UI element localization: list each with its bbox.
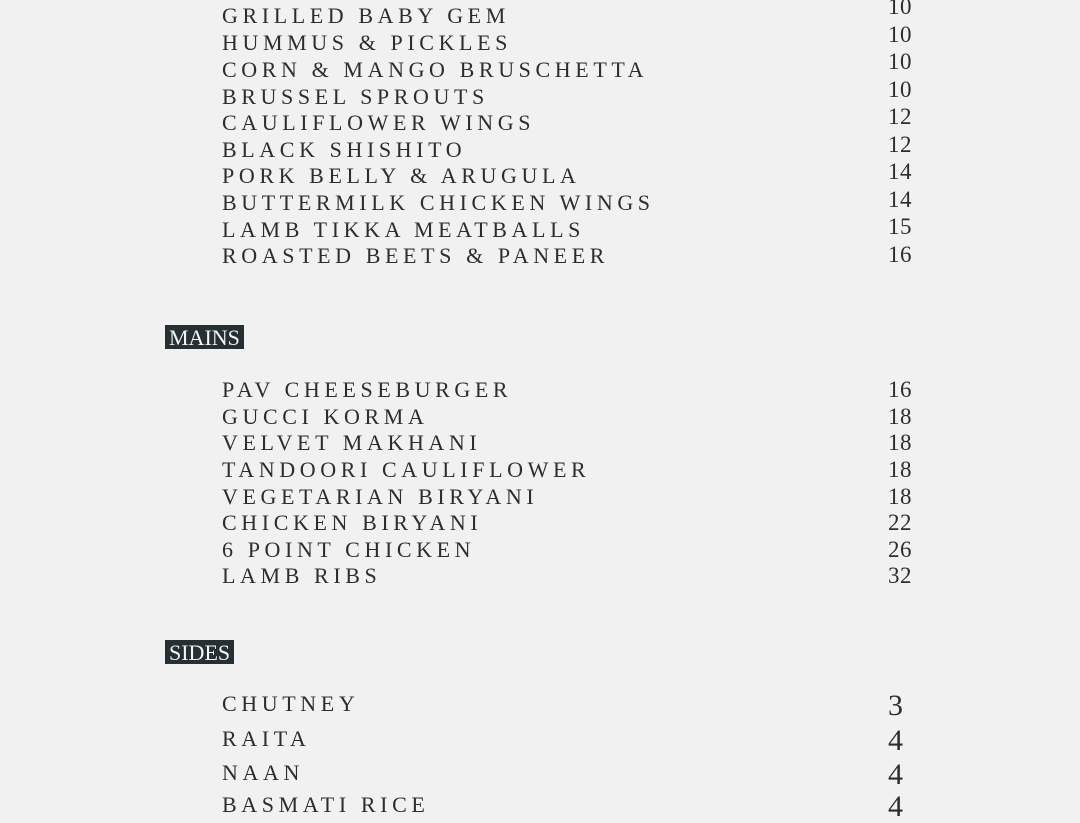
menu-item-name: ROASTED BEETS & PANEER [222,243,610,268]
menu-item-price: 12 [888,132,912,157]
menu-item-name: GUCCI KORMA [222,404,429,429]
menu-item-price: 4 [888,790,904,823]
menu-item-price: 18 [888,430,912,455]
menu-item-name: CHICKEN BIRYANI [222,510,483,535]
menu-item-name: LAMB RIBS [222,563,382,588]
menu-item-price: 16 [888,377,912,402]
menu-item-price: 26 [888,537,912,562]
menu-item-price: 10 [888,77,912,102]
menu-item-price: 10 [888,49,912,74]
menu-item-name: BASMATI RICE [222,792,430,817]
menu-item-price: 12 [888,104,912,129]
menu-item-name: HUMMUS & PICKLES [222,30,512,55]
menu-item-price: 4 [888,758,904,791]
menu-item-name: BUTTERMILK CHICKEN WINGS [222,190,655,215]
menu-item-name: VEGETARIAN BIRYANI [222,484,539,509]
menu-item-name: CHUTNEY [222,691,360,716]
menu-item-name: VELVET MAKHANI [222,430,482,455]
menu-item-name: CORN & MANGO BRUSCHETTA [222,57,649,82]
menu-item-price: 15 [888,214,912,239]
menu-item-price: 3 [888,689,904,722]
menu-item-price: 14 [888,159,912,184]
mains-heading: MAINS [165,325,244,349]
menu-item-name: BLACK SHISHITO [222,137,467,162]
menu-item-name: PAV CHEESEBURGER [222,377,513,402]
menu-item-price: 16 [888,242,912,267]
menu-item-price: 18 [888,404,912,429]
menu-item-price: 32 [888,563,912,588]
menu-item-price: 4 [888,724,904,757]
menu-item-name: CAULIFLOWER WINGS [222,110,536,135]
menu-item-price: 14 [888,187,912,212]
menu-item-price: 22 [888,510,912,535]
menu-item-name: TANDOORI CAULIFLOWER [222,457,591,482]
menu-item-name: 6 POINT CHICKEN [222,537,476,562]
menu-item-name: PORK BELLY & ARUGULA [222,163,581,188]
menu-item-price: 10 [888,22,912,47]
menu-item-price: 18 [888,484,912,509]
menu-item-name: BRUSSEL SPROUTS [222,84,489,109]
menu-item-price: 10 [888,0,912,19]
menu-item-name: RAITA [222,726,311,751]
menu-item-name: GRILLED BABY GEM [222,3,510,28]
menu-item-name: LAMB TIKKA MEATBALLS [222,217,585,242]
sides-heading: SIDES [165,640,234,664]
menu-item-price: 18 [888,457,912,482]
menu-item-name: NAAN [222,760,304,785]
